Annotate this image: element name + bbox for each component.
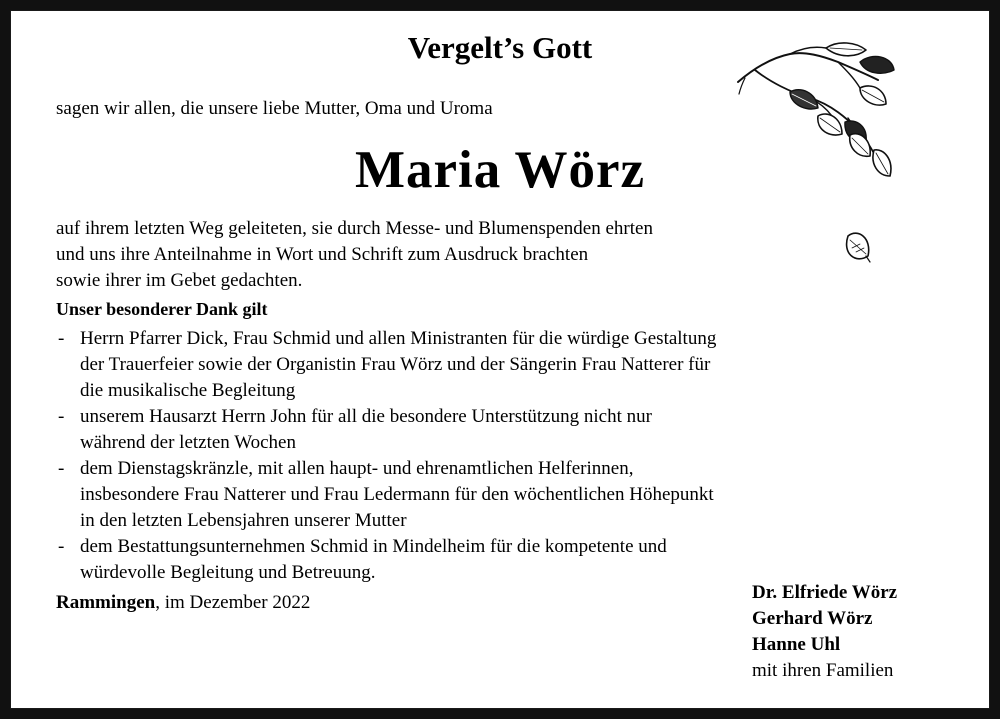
- list-item-line: dem Dienstagskränzle, mit allen haupt- und ehrenamtlichen Helferinnen,: [80, 458, 634, 479]
- signatory-name: Gerhard Wörz: [752, 608, 873, 629]
- heading: Vergelt’s Gott: [407, 30, 593, 65]
- list-item-line: in den letzten Lebensjahren unserer Mutter: [80, 510, 407, 531]
- list-item-line: insbesondere Frau Natterer und Frau Ledermann für den wöchentlichen Höhepunkt: [80, 484, 714, 505]
- list-item-line: dem Bestattungsunternehmen Schmid in Mindelheim für die kompetente und: [80, 536, 667, 557]
- list-item-line: Herrn Pfarrer Dick, Frau Schmid und allen Ministranten für die würdige Gestaltung: [80, 328, 717, 349]
- list-dash: -: [58, 406, 65, 427]
- intro-text: sagen wir allen, die unsere liebe Mutter, Oma und Uroma: [56, 98, 493, 119]
- list-item-line: der Trauerfeier sowie der Organistin Frau Wörz und der Sängerin Frau Natterer für: [80, 354, 711, 375]
- list-dash: -: [58, 328, 65, 349]
- date-text: , im Dezember 2022: [155, 592, 311, 613]
- list-item-line: würdevolle Begleitung und Betreuung.: [80, 562, 376, 583]
- paragraph-line: und uns ihre Anteilnahme in Wort und Schrift zum Ausdruck brachten: [56, 244, 589, 265]
- paragraph-line: sowie ihrer im Gebet gedachten.: [56, 270, 303, 291]
- signoff-text: mit ihren Familien: [752, 660, 894, 681]
- list-item-line: während der letzten Wochen: [80, 432, 296, 453]
- list-item-line: unserem Hausarzt Herrn John für all die besondere Unterstützung nicht nur: [80, 406, 652, 427]
- list-dash: -: [58, 536, 65, 557]
- deceased-name: Maria Wörz: [354, 141, 646, 199]
- signatory-name: Hanne Uhl: [752, 634, 841, 655]
- paragraph-line: auf ihrem letzten Weg geleiteten, sie durch Messe- und Blumenspenden ehrten: [56, 218, 653, 239]
- signatory-name: Dr. Elfriede Wörz: [752, 582, 898, 603]
- place-name: Rammingen: [56, 592, 156, 613]
- list-item-line: die musikalische Begleitung: [80, 380, 296, 401]
- thanks-title: Unser besonderer Dank gilt: [56, 299, 268, 319]
- list-dash: -: [58, 458, 65, 479]
